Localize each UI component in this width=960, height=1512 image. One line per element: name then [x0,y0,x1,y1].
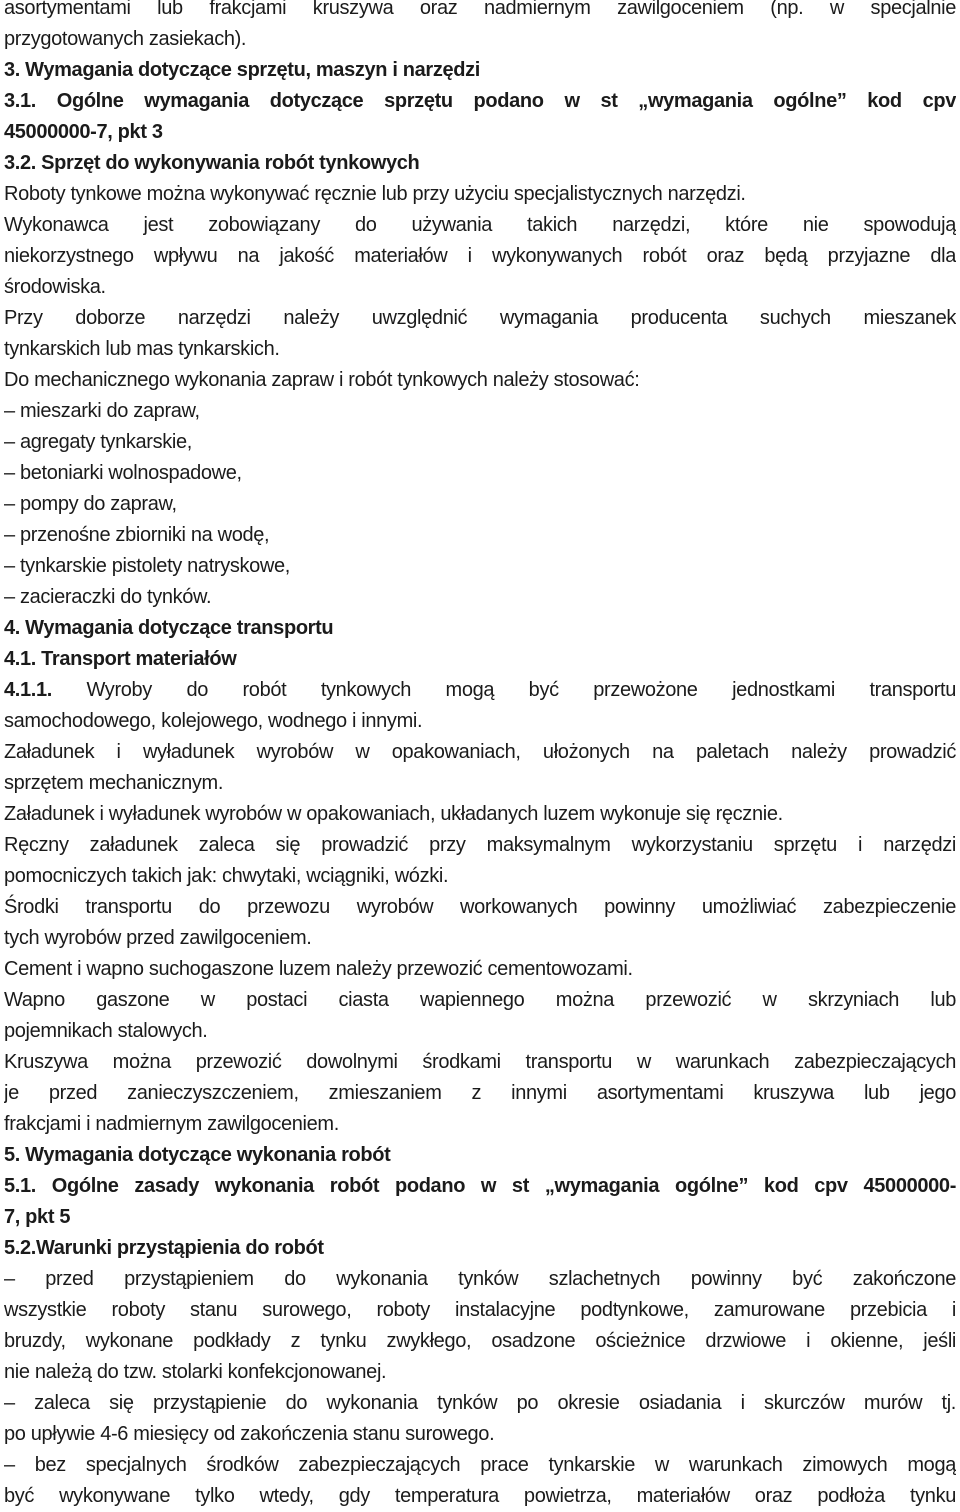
text-line: Załadunek i wyładunek wyrobów w opakowaniach, ułożonych na paletach należy prowadzić [4,741,956,763]
text-line: pojemnikach stalowych. [4,1020,208,1042]
text-line: – zaleca się przystąpienie do wykonania tynków po okresie osiadania i skurczów murów tj. [4,1392,956,1414]
text-line: – przed przystąpieniem do wykonania tynków szlachetnych powinny być zakończone [4,1268,956,1290]
section-heading: 45000000-7, pkt 3 [4,121,163,143]
text-line: Wykonawca jest zobowiązany do używania takich narzędzi, które nie spowodują [4,214,956,236]
text-line: – zacieraczki do tynków. [4,586,212,608]
section-heading: 4. Wymagania dotyczące transportu [4,617,334,639]
section-heading: 3.1. Ogólne wymagania dotyczące sprzętu podano w st „wymagania ogólne” kod cpv [4,90,956,112]
text-line: tych wyrobów przed zawilgoceniem. [4,927,312,949]
text-line: być wykonywane tylko wtedy, gdy temperatura powietrza, materiałów oraz podłoża tynku [4,1485,956,1507]
text-line: samochodowego, kolejowego, wodnego i innymi. [4,710,423,732]
text-line: przygotowanych zasiekach). [4,28,247,50]
text-line: niekorzystnego wpływu na jakość materiałów i wykonywanych robót oraz będą przyjazne dla [4,245,956,267]
text-line: Roboty tynkowe można wykonywać ręcznie lub przy użyciu specjalistycznych narzędzi. [4,183,746,205]
text-line: asortymentami lub frakcjami kruszywa oraz nadmiernym zawilgoceniem (np. w specjalnie [4,0,956,19]
text-line: sprzętem mechanicznym. [4,772,224,794]
text-line: frakcjami i nadmiernym zawilgoceniem. [4,1113,339,1135]
section-heading: 5. Wymagania dotyczące wykonania robót [4,1144,391,1166]
text-line: – bez specjalnych środków zabezpieczających prace tynkarskie w warunkach zimowych mogą [4,1454,956,1476]
text-line: pomocniczych takich jak: chwytaki, wciągniki, wózki. [4,865,449,887]
text-line: bruzdy, wykonane podkłady z tynku zwykłego, osadzone ościeżnice drzwiowe i okienne, jeśli [4,1330,956,1352]
document-page [4,0,956,1512]
section-heading: 3.2. Sprzęt do wykonywania robót tynkowych [4,152,420,174]
text-line: Kruszywa można przewozić dowolnymi środkami transportu w warunkach zabezpieczających [4,1051,956,1073]
text-line: Ręczny załadunek zaleca się prowadzić przy maksymalnym wykorzystaniu sprzętu i narzędzi [4,834,956,856]
text-line: – pompy do zapraw, [4,493,177,515]
section-number: 4.1.1. [4,679,52,701]
text-line: je przed zanieczyszczeniem, zmieszaniem z innymi asortymentami kruszywa lub jego [4,1082,956,1104]
section-heading: 3. Wymagania dotyczące sprzętu, maszyn i narzędzi [4,59,480,81]
text-line: Środki transportu do przewozu wyrobów workowanych powinny umożliwiać zabezpieczenie [4,896,956,918]
text-line: – tynkarskie pistolety natryskowe, [4,555,291,577]
text-line: po upływie 4-6 miesięcy od zakończenia stanu surowego. [4,1423,495,1445]
text-line: wszystkie roboty stanu surowego, roboty instalacyjne podtynkowe, zamurowane przebicia i [4,1299,956,1321]
text-line: tynkarskich lub mas tynkarskich. [4,338,280,360]
text-line: Załadunek i wyładunek wyrobów w opakowaniach, układanych luzem wykonuje się ręcznie. [4,803,783,825]
text-line: – agregaty tynkarskie, [4,431,192,453]
text-line: Cement i wapno suchogaszone luzem należy przewozić cementowozami. [4,958,633,980]
text-line: Przy doborze narzędzi należy uwzględnić wymagania producenta suchych mieszanek [4,307,956,329]
section-heading: 5.2.Warunki przystąpienia do robót [4,1237,324,1259]
line-text: Wyroby do robót tynkowych mogą być przewożone jednostkami transportu [51,679,956,701]
text-line: – mieszarki do zapraw, [4,400,200,422]
section-heading: 4.1. Transport materiałów [4,648,237,670]
text-line: – przenośne zbiorniki na wodę, [4,524,270,546]
text-line: środowiska. [4,276,106,298]
section-heading: 7, pkt 5 [4,1206,71,1228]
section-heading: 5.1. Ogólne zasady wykonania robót podano w st „wymagania ogólne” kod cpv 45000000- [4,1175,956,1197]
text-line: Wapno gaszone w postaci ciasta wapiennego można przewozić w skrzyniach lub [4,989,956,1011]
text-line [4,675,956,706]
text-line: nie należą do tzw. stolarki konfekcjonowanej. [4,1361,387,1383]
text-line: Do mechanicznego wykonania zapraw i robót tynkowych należy stosować: [4,369,640,391]
text-line: – betoniarki wolnospadowe, [4,462,242,484]
